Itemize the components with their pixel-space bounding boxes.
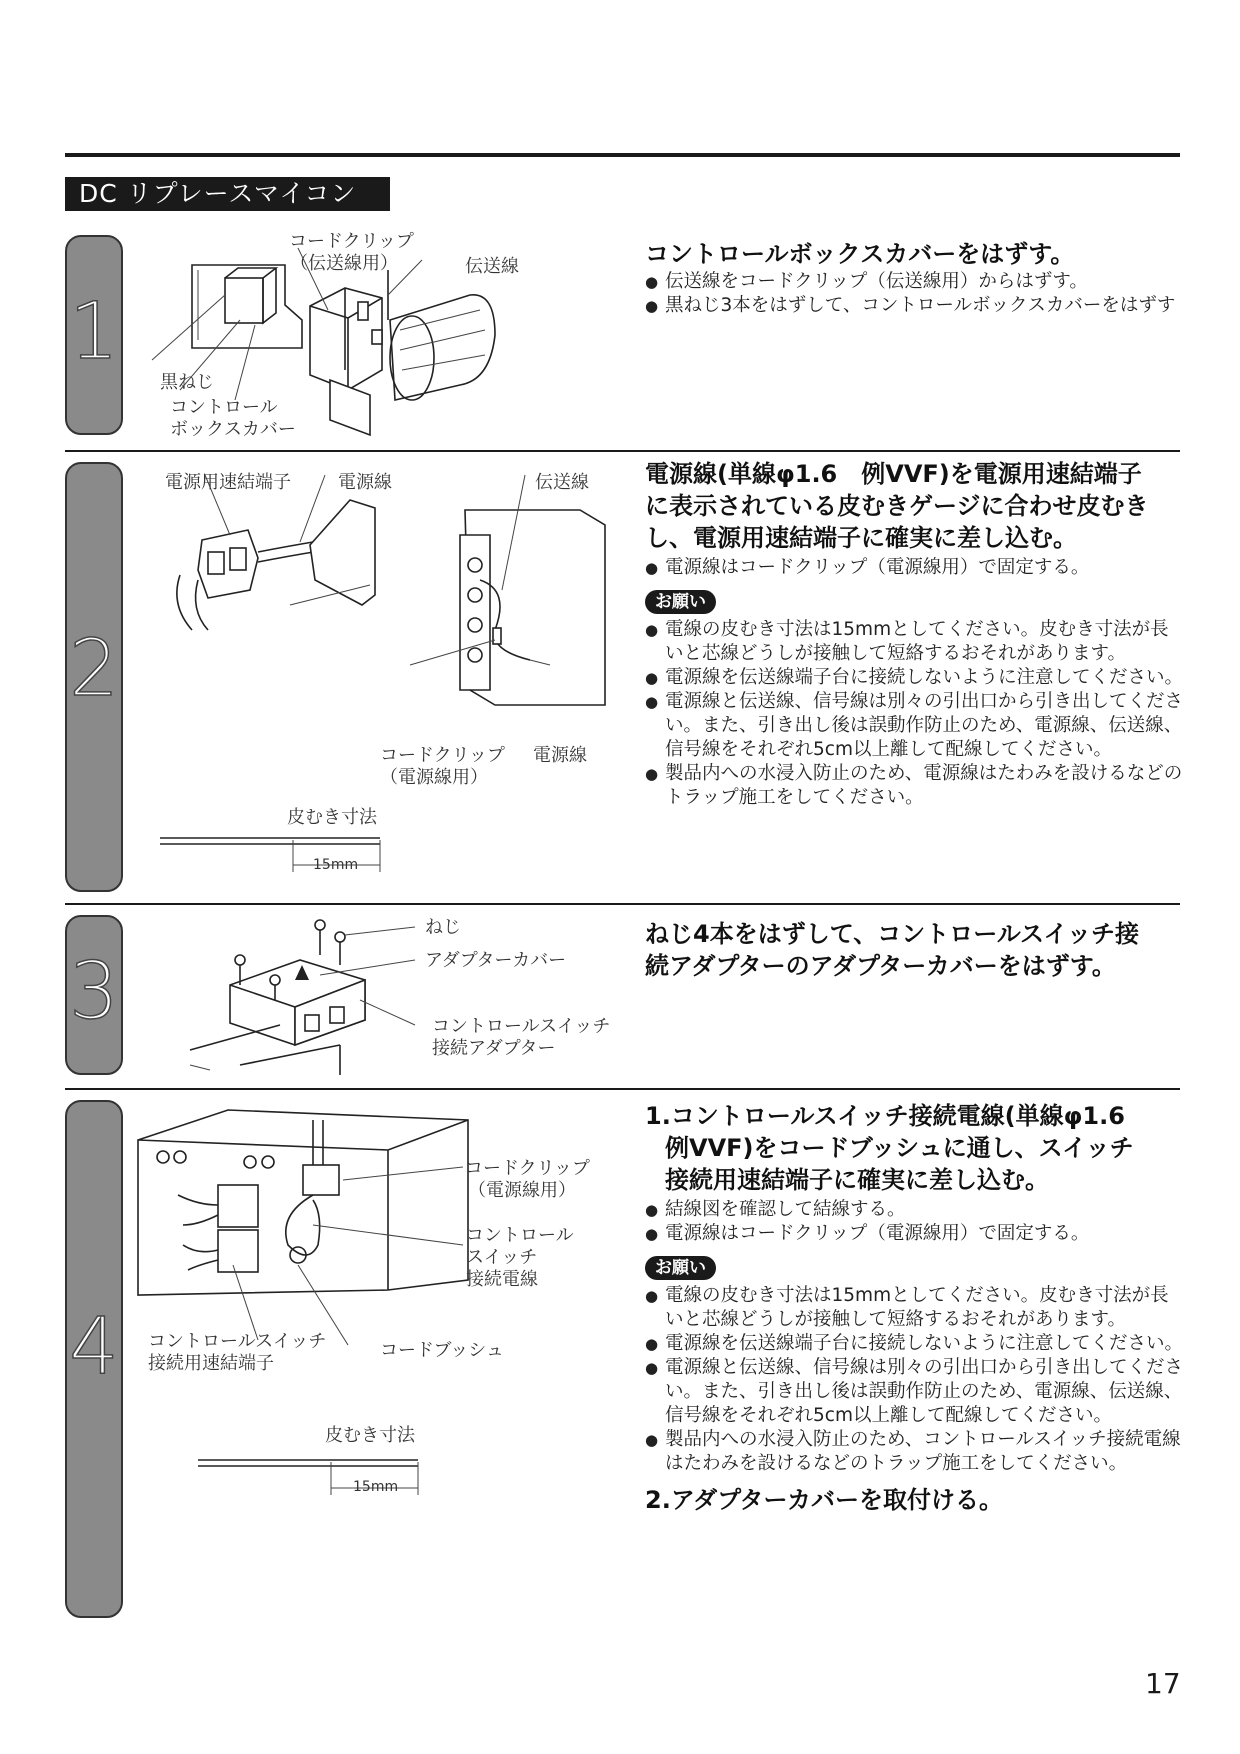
label-cord-clip-sub: （伝送線用） bbox=[290, 253, 398, 274]
section-label: DC リプレースマイコン bbox=[65, 177, 390, 211]
label-transmission-line: 伝送線 bbox=[535, 472, 589, 493]
label-power-terminal: 電源用速結端子 bbox=[165, 472, 291, 493]
label-control: コントロール bbox=[466, 1225, 574, 1246]
step-2-illustration bbox=[150, 480, 630, 880]
list-item: ● 製品内への水浸入防止のため、コントロールスイッチ接続電線はたわみを設けるなどのトラップ施工をしてください。 bbox=[645, 1428, 1185, 1476]
list-item: ● 電源線と伝送線、信号線は別々の引出口から引き出してください。また、引き出し後は誤動作防止のため、電源線、伝送線、信号線をそれぞれ5cm以上離して配線してください。 bbox=[645, 690, 1185, 762]
step-divider bbox=[65, 450, 1180, 452]
step-divider bbox=[65, 1088, 1180, 1090]
label-control: コントロール bbox=[170, 397, 278, 418]
label-strip-length: 皮むき寸法 bbox=[287, 807, 377, 828]
step-4-bullets bbox=[645, 1198, 1185, 1246]
list-item: ● 電源線を伝送線端子台に接続しないように注意してください。 bbox=[645, 1332, 1185, 1356]
label-cord-clip: コードクリップ bbox=[289, 231, 414, 252]
label-screw: ねじ bbox=[425, 917, 461, 938]
label-connection-adapter: 接続アダプター bbox=[432, 1038, 556, 1059]
label-box-cover: ボックスカバー bbox=[170, 419, 296, 440]
list-item: ● 結線図を確認して結線する。 bbox=[645, 1198, 1185, 1222]
step-2-title: 電源線(単線φ1.6 例VVF)を電源用速結端子 に表示されている皮むきゲージに合わせ皮むき し、電源用速結端子に確実に差し込む。 bbox=[645, 460, 1149, 552]
label-control-switch: コントロールスイッチ bbox=[432, 1016, 611, 1037]
step-2-bullets bbox=[645, 556, 1185, 580]
list-item: ● 製品内への水浸入防止のため、電源線はたわみを設けるなどのトラップ施工をしてください。 bbox=[645, 762, 1185, 810]
step-4-notice-list bbox=[645, 1284, 1185, 1476]
label-power-line: 電源線 bbox=[338, 472, 392, 493]
notice-badge: お願い bbox=[645, 1256, 716, 1280]
step-tab-2: 2 bbox=[65, 462, 123, 892]
label-power-line-2: 電源線 bbox=[533, 745, 587, 766]
list-item: ● 電源線はコードクリップ（電源線用）で固定する。 bbox=[645, 556, 1185, 580]
label-cord-clip-sub: （電源線用） bbox=[380, 767, 488, 788]
list-item: ● 伝送線をコードクリップ（伝送線用）からはずす。 bbox=[645, 270, 1185, 294]
label-cord-clip: コードクリップ bbox=[380, 745, 505, 766]
step-4-title: 1.コントロールスイッチ接続電線(単線φ1.6 例VVF)をコードブッシュに通し、スイッチ 接続用速結端子に確実に差し込む。 bbox=[645, 1102, 1134, 1194]
label-transmission-line: 伝送線 bbox=[465, 256, 519, 277]
step-divider bbox=[65, 903, 1180, 905]
label-black-screw: 黒ねじ bbox=[160, 372, 214, 393]
label-15mm: 15mm bbox=[313, 857, 359, 873]
step-tab-1: 1 bbox=[65, 235, 123, 435]
label-connection-wire: 接続電線 bbox=[466, 1269, 538, 1290]
label-switch-terminal-2: 接続用速結端子 bbox=[148, 1353, 274, 1374]
list-item: ● 電源線を伝送線端子台に接続しないように注意してください。 bbox=[645, 666, 1185, 690]
step-2-text bbox=[645, 458, 1185, 810]
list-item: ● 電線の皮むき寸法は15mmとしてください。皮むき寸法が長いと芯線どうしが接触して短絡するおそれがあります。 bbox=[645, 618, 1185, 666]
page-number: 17 bbox=[1145, 1667, 1181, 1700]
step-1-title: コントロールボックスカバーをはずす。 bbox=[645, 240, 1075, 268]
label-cord-clip-sub: （電源線用） bbox=[468, 1180, 576, 1201]
list-item: ● 電線の皮むき寸法は15mmとしてください。皮むき寸法が長いと芯線どうしが接触して短絡するおそれがあります。 bbox=[645, 1284, 1185, 1332]
label-switch-terminal: コントロールスイッチ bbox=[148, 1331, 327, 1352]
step-tab-4: 4 bbox=[65, 1100, 123, 1618]
step-4-final: 2.アダプターカバーを取付ける。 bbox=[645, 1486, 1003, 1514]
label-strip-length: 皮むき寸法 bbox=[325, 1425, 415, 1446]
step-1-bullets bbox=[645, 270, 1185, 318]
top-rule bbox=[65, 153, 1180, 157]
step-2-notice-list bbox=[645, 618, 1185, 810]
label-cord-bush: コードブッシュ bbox=[380, 1340, 504, 1361]
notice-badge: お願い bbox=[645, 590, 716, 614]
list-item: ● 電源線はコードクリップ（電源線用）で固定する。 bbox=[645, 1222, 1185, 1246]
step-3-illustration bbox=[190, 915, 620, 1080]
label-adapter-cover: アダプターカバー bbox=[425, 950, 567, 971]
label-cord-clip: コードクリップ bbox=[465, 1158, 590, 1179]
step-3-text bbox=[645, 918, 1185, 982]
step-4-text bbox=[645, 1100, 1185, 1516]
step-tab-3: 3 bbox=[65, 915, 123, 1075]
list-item: ● 黒ねじ3本をはずして、コントロールボックスカバーをはずす bbox=[645, 294, 1185, 318]
list-item: ● 電源線と伝送線、信号線は別々の引出口から引き出してください。また、引き出し後は誤動作防止のため、電源線、伝送線、信号線をそれぞれ5cm以上離して配線してください。 bbox=[645, 1356, 1185, 1428]
label-15mm: 15mm bbox=[353, 1479, 399, 1495]
label-switch: スイッチ bbox=[466, 1247, 538, 1268]
step-3-title: ねじ4本をはずして、コントロールスイッチ接 続アダプターのアダプターカバーをはずす。 bbox=[645, 920, 1140, 980]
step-1-text bbox=[645, 238, 1185, 318]
